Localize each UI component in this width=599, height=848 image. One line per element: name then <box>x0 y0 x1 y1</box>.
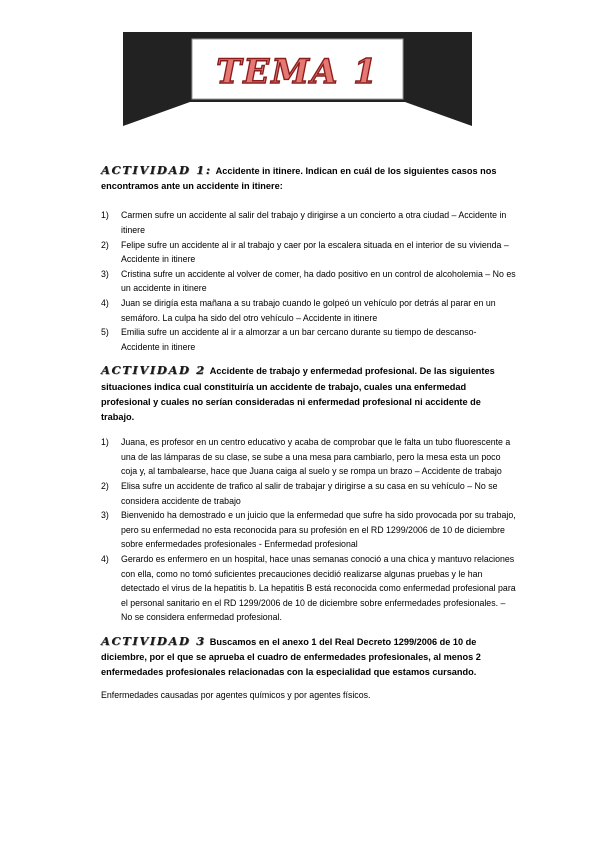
title-banner <box>123 32 472 126</box>
item-number: 3) <box>101 510 109 521</box>
closing-answer: Enfermedades causadas por agentes químicos y por agentes físicos. <box>101 690 371 701</box>
item-text: Emilia sufre un accidente al ir a almorzar a un bar cercano durante su tiempo de descanso- Accidente in itinere <box>121 327 477 352</box>
activity-2-prompt: Accidente de trabajo y enfermedad profesional. De las siguientes situaciones indica cual constituiría un accidente de trabajo, cuales una enfermedad profesional y cuales no serían consideradas ni enfermedad profesional ni accidente de trabajo. <box>101 366 495 422</box>
activity-2-list <box>101 435 516 625</box>
activity-1-list <box>101 208 516 354</box>
activity-2-heading <box>101 363 516 425</box>
item-number: 3) <box>101 268 109 279</box>
activity-1-label: ACTIVIDAD 1: <box>101 163 212 177</box>
activity-3-label: ACTIVIDAD 3 <box>101 633 206 648</box>
item-number: 1) <box>101 210 109 221</box>
document-body <box>101 163 516 711</box>
activity-3-prompt: Buscamos en el anexo 1 del Real Decreto 1299/2006 de 10 de diciembre, por el que se aprueba el cuadro de enfermedades profesionales, al menos 2 enfermedades profesionales relacionadas con la especialidad que estamos cursando. <box>101 636 481 678</box>
item-number: 5) <box>101 327 109 338</box>
activity-1-heading <box>101 163 516 194</box>
item-text: Cristina sufre un accidente al volver de comer, ha dado positivo en un control de alcoholemia – No es un accidente in itinere <box>121 268 516 294</box>
list-item <box>101 552 516 625</box>
item-number: 2) <box>101 480 109 491</box>
activity-1-prompt: Accidente in itinere. Indican en cuál de los siguientes casos nos encontramos ante un accidente in itinere: <box>101 166 497 192</box>
item-number: 4) <box>101 297 109 308</box>
item-text: Elisa sufre un accidente de trafico al salir de trabajar y dirigirse a su casa en su vehículo – No se considera accidente de trabajo <box>121 480 498 506</box>
activity-3-heading <box>101 634 516 681</box>
item-text: Gerardo es enfermero en un hospital, hace unas semanas conoció a una chica y mantuvo relaciones con ella, como no tomó suficientes precauciones decidió realizarse algunas pruebas y le han detectado el virus de la hepatitis b. La hepatitis B está reconocida como enfermedad profesional para el personal sanitario en el RD 1299/2006 de 10 de diciembre sobre enfermedades profesionales. – No se considera enfermedad profesional. <box>121 553 516 623</box>
item-number: 4) <box>101 553 109 564</box>
banner-title: TEMA 1 <box>216 52 379 92</box>
list-item <box>101 435 516 479</box>
list-item <box>101 325 516 354</box>
activity-2-label: ACTIVIDAD 2 <box>101 363 206 378</box>
list-item <box>101 479 516 508</box>
item-text: Juan se dirigía esta mañana a su trabajo cuando le golpeó un vehículo por detrás al parar en un semáforo. La culpa ha sido del otro vehículo – Accidente in itinere <box>121 297 496 323</box>
item-text: Carmen sufre un accidente al salir del trabajo y dirigirse a un concierto a otra ciudad – Accidente in itinere <box>121 210 507 235</box>
item-number: 2) <box>101 239 109 250</box>
list-item <box>101 296 516 325</box>
list-item <box>101 238 516 267</box>
list-item <box>101 267 516 296</box>
item-text: Juana, es profesor en un centro educativo y acaba de comprobar que le falta un tubo fluorescente a una de las lámparas de su clase, se sube a una mesa para cambiarlo, pero la mesa esta un poco coja y, al tambalearse, hace que Juana caiga al suelo y se rompa un brazo – Accidente de trabajo <box>121 437 511 477</box>
item-number: 1) <box>101 437 109 448</box>
item-text: Bienvenido ha demostrado e un juicio que la enfermedad que sufre ha sido provocada por su trabajo, pero su enfermedad no esta reconocida para su profesión en el RD 1299/2006 de 10 de diciembre sobre enfermedades profesionales - Enfermedad profesional <box>121 510 516 550</box>
list-item <box>101 208 516 237</box>
item-text: Felipe sufre un accidente al ir al trabajo y caer por la escalera situada en el interior de su vivienda – Accidente in itinere <box>121 239 509 265</box>
list-item <box>101 508 516 552</box>
